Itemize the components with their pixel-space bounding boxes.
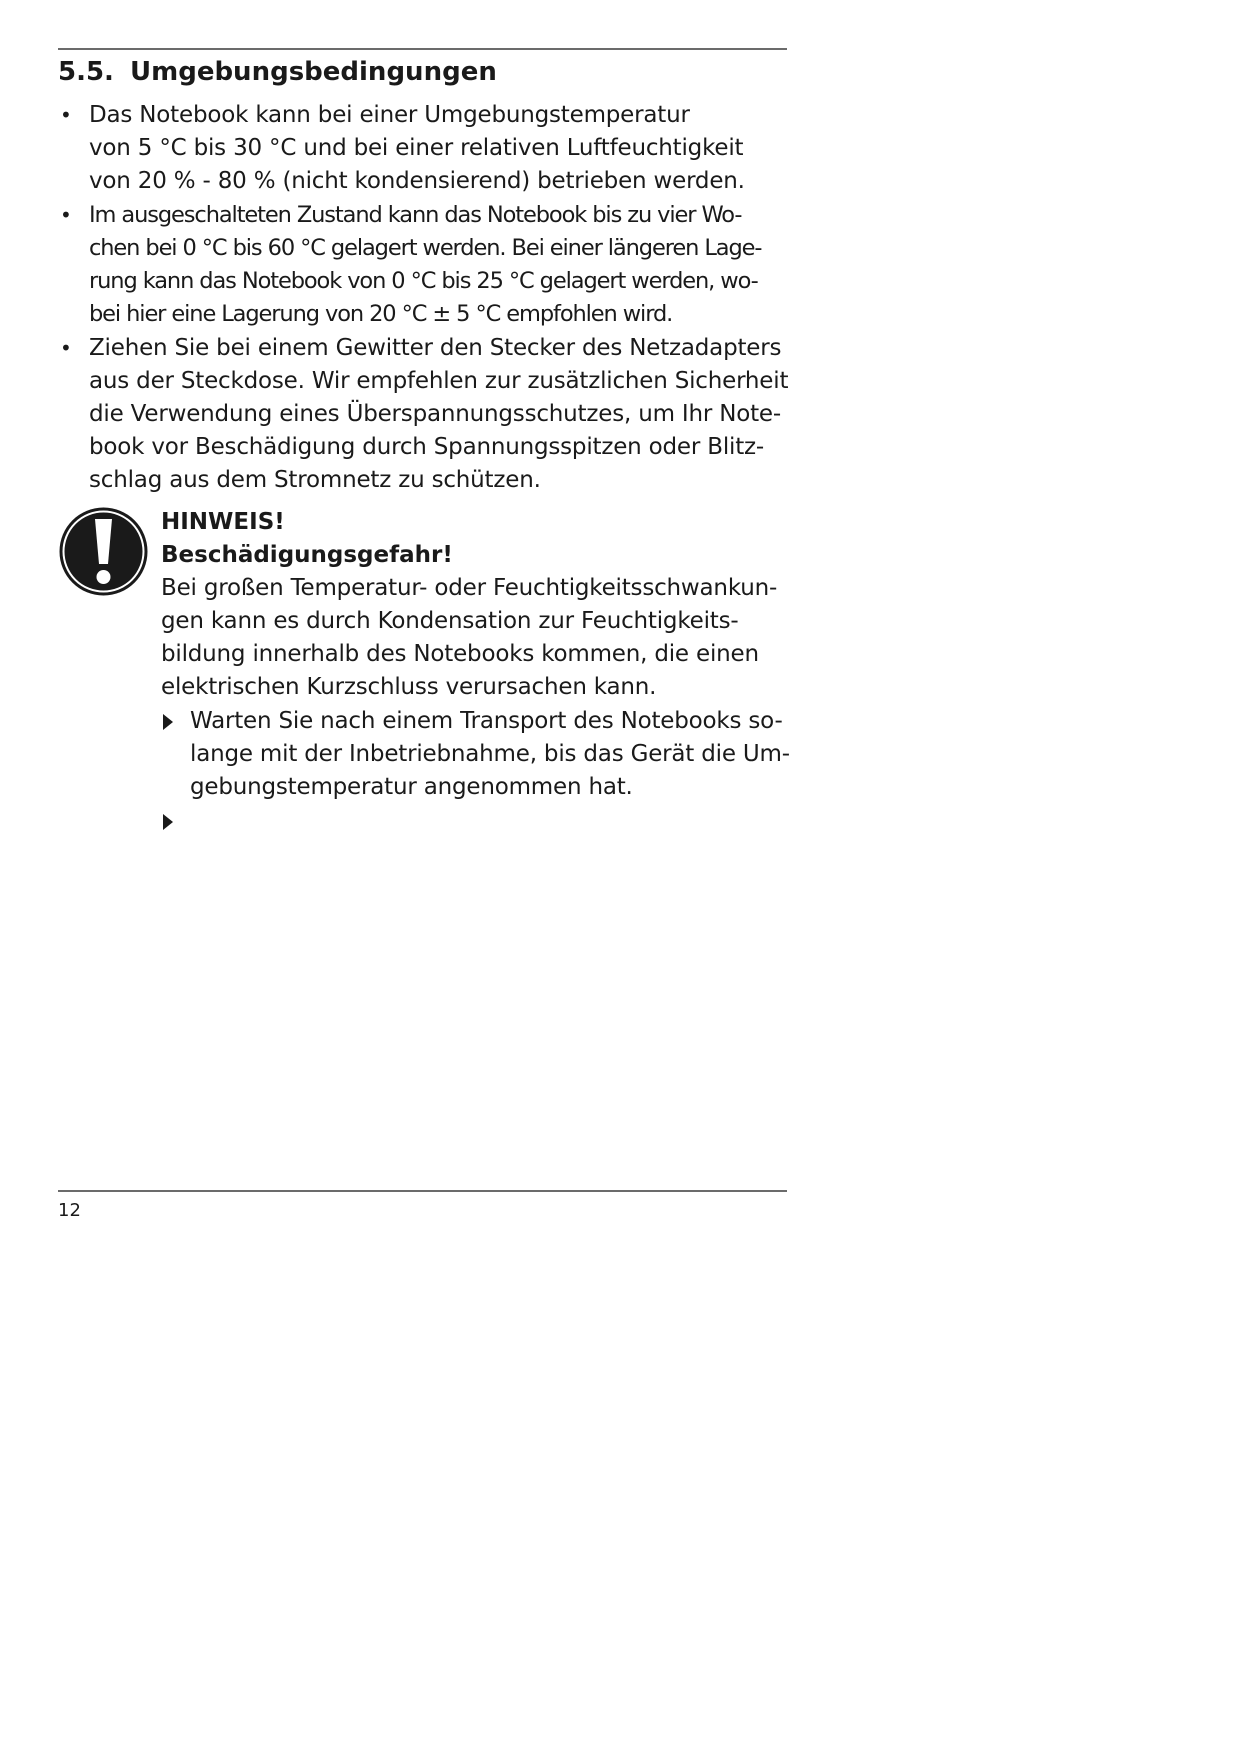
section-title: Umgebungsbedingungen: [130, 57, 497, 87]
bullet-text-line: die Verwendung eines Überspannungsschutzes, um Ihr Note-: [89, 401, 781, 427]
action-item: [161, 805, 801, 838]
notice-text-line: Bei großen Temperatur- oder Feuchtigkeitsschwankun-: [161, 575, 778, 601]
bullet-text-line: von 5 °C bis 30 °C und bei einer relativen Luftfeuchtigkeit: [89, 135, 744, 161]
bullet-icon: •: [60, 203, 72, 227]
list-item: [58, 199, 798, 331]
bullet-text-line: chen bei 0 °C bis 60 °C gelagert werden. Bei einer längeren Lage-: [89, 235, 762, 261]
page-number: 12: [58, 1200, 81, 1221]
bullet-text-line: schlag aus dem Stromnetz zu schützen.: [89, 467, 541, 493]
arrow-right-icon: [163, 814, 173, 830]
list-item: [58, 332, 798, 497]
action-text-line: Warten Sie nach einem Transport des Notebooks so-: [190, 708, 783, 734]
action-list: [161, 705, 801, 838]
top-rule: [58, 48, 787, 50]
bullet-icon: •: [60, 336, 72, 360]
notice-text-line: bildung innerhalb des Notebooks kommen, die einen: [161, 641, 759, 667]
bullet-text-line: book vor Beschädigung durch Spannungsspitzen oder Blitz-: [89, 434, 764, 460]
bullet-text-line: Im ausgeschalteten Zustand kann das Notebook bis zu vier Wo-: [89, 202, 742, 228]
conditions-list: [58, 99, 798, 498]
bottom-rule: [58, 1190, 787, 1192]
action-text-line: gebungstemperatur angenommen hat.: [190, 774, 633, 800]
section-heading: [58, 55, 497, 89]
action-text-line: lange mit der Inbetriebnahme, bis das Gerät die Um-: [190, 741, 790, 767]
notice-box: [58, 506, 798, 806]
notice-title: HINWEIS!: [161, 509, 285, 535]
bullet-text-line: rung kann das Notebook von 0 °C bis 25 °C gelagert werden, wo-: [89, 268, 758, 294]
bullet-text-line: von 20 % - 80 % (nicht kondensierend) betrieben werden.: [89, 168, 745, 194]
bullet-text-line: Das Notebook kann bei einer Umgebungstemperatur: [89, 102, 690, 128]
list-item: [58, 99, 798, 198]
section-number: 5.5.: [58, 57, 114, 87]
action-item: [161, 705, 801, 804]
notice-text-line: elektrischen Kurzschluss verursachen kann.: [161, 674, 657, 700]
bullet-text-line: bei hier eine Lagerung von 20 °C ± 5 °C empfohlen wird.: [89, 301, 673, 327]
arrow-right-icon: [163, 714, 173, 730]
notice-body: [161, 506, 801, 839]
bullet-text-line: aus der Steckdose. Wir empfehlen zur zusätzlichen Sicherheit: [89, 368, 789, 394]
exclamation-icon: [58, 506, 149, 597]
bullet-icon: •: [60, 103, 72, 127]
notice-subtitle: Beschädigungsgefahr!: [161, 542, 453, 568]
bullet-text-line: Ziehen Sie bei einem Gewitter den Stecker des Netzadapters: [89, 335, 782, 361]
notice-text-line: gen kann es durch Kondensation zur Feuchtigkeits-: [161, 608, 739, 634]
